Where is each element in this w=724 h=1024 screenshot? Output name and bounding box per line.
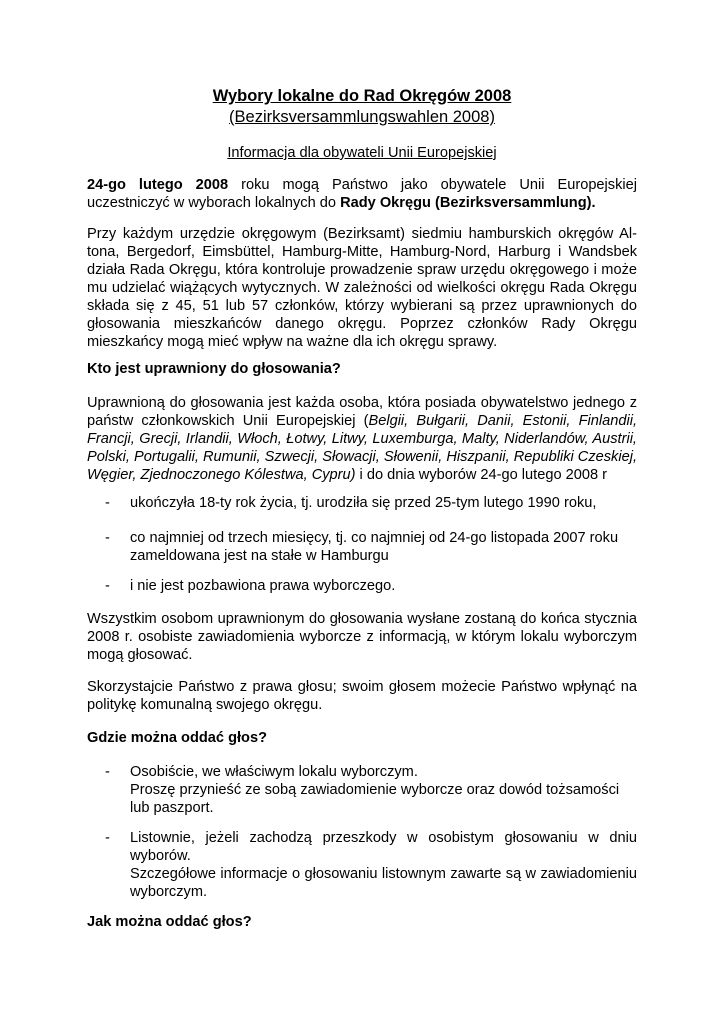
intro-line-1: [87, 176, 637, 194]
dash-bullet: -: [105, 578, 110, 594]
countries-list: Belgii, Bułgarii, Danii, Estonii, Finlandii,: [368, 413, 637, 429]
council-line: Przy każdym urzędzie okręgowym (Bezirksamt) siedmiu hamburskich okręgów Al-: [87, 226, 637, 242]
intro-line-2: [87, 194, 637, 212]
encouragement-paragraph: [87, 678, 637, 714]
list-item-line: wyborów.: [130, 848, 191, 864]
dash-bullet: -: [105, 830, 110, 846]
intro-text-b: uczestniczyć w wyborach lokalnych do: [87, 195, 341, 211]
list-item-line: wyborczym.: [130, 884, 208, 900]
countries-line: Polski, Portugalii, Rumunii, Szwecji, Słowacji, Słowenii, Hiszpanii, Republiki Czeskiej,: [87, 449, 637, 465]
list-item-text: [130, 829, 637, 901]
council-line: głosowania mieszkańców danego okręgu. Poprzez członków Rady Okręgu: [87, 316, 637, 332]
list-item-line: Listownie, jeżeli zachodzą przeszkody w osobistym głosowaniu w dniu: [130, 830, 637, 846]
heading-who-can-vote: Kto jest uprawniony do głosowania?: [87, 361, 341, 377]
dash-bullet: -: [105, 530, 110, 546]
heading-how-to-vote: Jak można oddać głos?: [87, 914, 252, 930]
countries-line: Francji, Grecji, Irlandii, Włoch, Łotwy, Litwy, Luxemburga, Malty, Niderlandów, Austrii,: [87, 431, 637, 447]
list-item: [87, 494, 637, 512]
council-line: działa Rada Okręgu, która kontroluje prowadzenie spraw urzędu okręgowego i może: [87, 262, 637, 278]
heading-where-to-vote: Gdzie można oddać głos?: [87, 730, 268, 746]
encouragement-line: politykę komunalną swojego okręgu.: [87, 697, 323, 713]
list-item: [87, 763, 637, 817]
list-item-line: Proszę przynieść ze sobą zawiadomienie wyborcze oraz dowód tożsamości: [130, 782, 620, 798]
intro-text-a: roku mogą Państwo jako obywatele Unii Europejskiej: [228, 177, 637, 193]
council-paragraph: [87, 225, 637, 351]
council-name: Rady Okręgu (Bezirksversammlung).: [340, 195, 596, 211]
council-line: tona, Bergedorf, Eimsbüttel, Hamburg-Mitte, Hamburg-Nord, Harburg i Wandsbek: [87, 244, 637, 260]
council-line: mieszkańcy mogą mieć wpływ na ważne dla ich okręgu sprawy.: [87, 334, 498, 350]
notification-line: mogą głosować.: [87, 647, 193, 663]
list-item-text: [130, 529, 637, 565]
list-item-line: Szczegółowe informacje o głosowaniu listownym zawarte są w zawiadomieniu: [130, 866, 637, 882]
list-item-text: [130, 763, 637, 817]
council-line: składa się z 45, 51 lub 57 członków, którzy wybierani są przez uprawnionych do: [87, 298, 637, 314]
list-item: [87, 829, 637, 901]
list-item-line: i nie jest pozbawiona prawa wyborczego.: [130, 578, 396, 594]
eligibility-text: i do dnia wyborów 24-go lutego 2008 r: [355, 467, 607, 483]
encouragement-line: Skorzystajcie Państwo z prawa głosu; swoim głosem możecie Państwo wpłynąć na: [87, 679, 637, 695]
council-line: mu udzielać wiążących wytycznych. W zależności od wielkości okręgu Rada Okręgu: [87, 280, 637, 296]
eligibility-line: Uprawnioną do głosowania jest każda osoba, która posiada obywatelstwo jednego z: [87, 395, 637, 411]
list-item: [87, 577, 637, 595]
list-item: [87, 529, 637, 565]
countries-list-end: Węgier, Zjednoczonego Kólestwa, Cypru): [87, 467, 356, 483]
list-item-line: zameldowana jest na stałe w Hamburgu: [130, 548, 389, 564]
dash-bullet: -: [105, 495, 110, 511]
election-date: 24-go lutego 2008: [87, 177, 229, 193]
list-item-line: co najmniej od trzech miesięcy, tj. co najmniej od 24-go listopada 2007 roku: [130, 530, 619, 546]
list-item-line: lub paszport.: [130, 800, 214, 816]
list-item-line: Osobiście, we właściwym lokalu wyborczym.: [130, 764, 418, 780]
list-item-text: [130, 577, 637, 595]
eligibility-text: państw członkowskich Unii Europejskiej (: [87, 413, 369, 429]
eligibility-line: [87, 466, 637, 484]
document-title: Wybory lokalne do Rad Okręgów 2008: [212, 87, 512, 105]
list-item-text: [130, 494, 637, 512]
document-subtitle: (Bezirksversammlungswahlen 2008): [229, 108, 495, 126]
notification-line: 2008 r. osobiste zawiadomienia wyborcze z informacją, w którym lokalu wyborczym: [87, 629, 637, 645]
info-line: Informacja dla obywateli Unii Europejskiej: [227, 145, 497, 161]
list-item-line: ukończyła 18-ty rok życia, tj. urodziła się przed 25-tym lutego 1990 roku,: [130, 495, 597, 511]
notification-line: Wszystkim osobom uprawnionym do głosowania wysłane zostaną do końca stycznia: [87, 611, 637, 627]
intro-paragraph: [87, 176, 637, 212]
eligibility-paragraph: [87, 394, 637, 484]
eligibility-line: [87, 412, 637, 430]
notification-paragraph: [87, 610, 637, 664]
dash-bullet: -: [105, 764, 110, 780]
